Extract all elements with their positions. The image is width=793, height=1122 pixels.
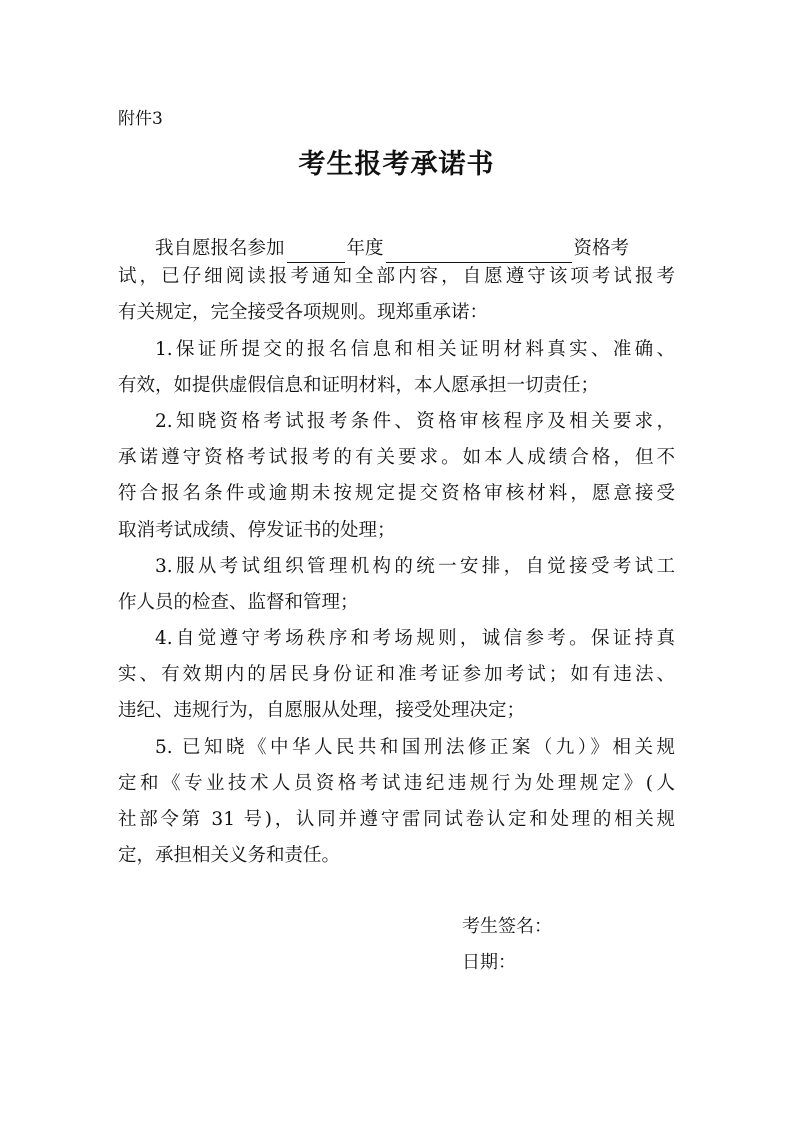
commitment-line: 符合报名条件或逾期未按规定提交资格审核材料，愿意接受 — [118, 483, 675, 505]
year-blank-field[interactable] — [287, 242, 345, 263]
commitment-line: 定，承担相关义务和责任。 — [118, 845, 341, 867]
attachment-label: 附件3 — [118, 109, 163, 129]
intro-exam-suffix: 资格考 — [573, 238, 630, 260]
commitment-line: 作人员的检查、监督和管理； — [118, 591, 359, 613]
commitment-line: 实、有效期内的居民身份证和准考证参加考试；如有违法、 — [118, 664, 675, 686]
commitment-item — [118, 625, 675, 734]
intro-line: 有关规定，完全接受各项规则。现郑重承诺： — [118, 302, 489, 324]
commitment-line: 违纪、违规行为，自愿服从处理，接受处理决定； — [118, 700, 526, 722]
commitment-line: 社部令第 31 号)，认同并遵守雷同试卷认定和处理的相关规 — [118, 809, 675, 830]
intro-line: 试，已仔细阅读报考通知全部内容，自愿遵守该项考试报考 — [118, 266, 675, 288]
commitment-line: 2.知晓资格考试报考条件、资格审核程序及相关要求， — [155, 410, 675, 432]
exam-name-blank-field[interactable] — [386, 242, 572, 263]
commitment-line: 1.保证所提交的报名信息和相关证明材料真实、准确、 — [155, 338, 675, 360]
commitment-item — [118, 734, 675, 879]
intro-first-line — [118, 227, 675, 263]
intro-year-suffix: 年度 — [346, 238, 384, 260]
commitment-item — [118, 553, 675, 625]
commitment-line: 3.服从考试组织管理机构的统一安排，自觉接受考试工 — [155, 555, 675, 577]
commitment-line: 4.自觉遵守考场秩序和考场规则，诚信参考。保证持真 — [155, 628, 675, 650]
date-label: 日期： — [462, 952, 516, 973]
commitment-item — [118, 336, 675, 408]
signature-label: 考生签名： — [462, 916, 552, 937]
document-title: 考生报考承诺书 — [298, 149, 495, 180]
commitment-line: 5. 已知晓《中华人民共和国刑法修正案（九）》相关规 — [155, 736, 675, 758]
intro-prefix: 我自愿报名参加 — [155, 238, 285, 260]
commitment-line: 承诺遵守资格考试报考的有关要求。如本人成绩合格，但不 — [118, 447, 675, 469]
commitment-line: 有效，如提供虚假信息和证明材料，本人愿承担一切责任； — [118, 374, 600, 396]
commitment-item — [118, 408, 675, 553]
commitment-line: 取消考试成绩、停发证书的处理； — [118, 519, 396, 541]
commitment-line: 定和《专业技术人员资格考试违纪违规行为处理规定》(人 — [118, 772, 675, 794]
document-body — [118, 227, 675, 878]
